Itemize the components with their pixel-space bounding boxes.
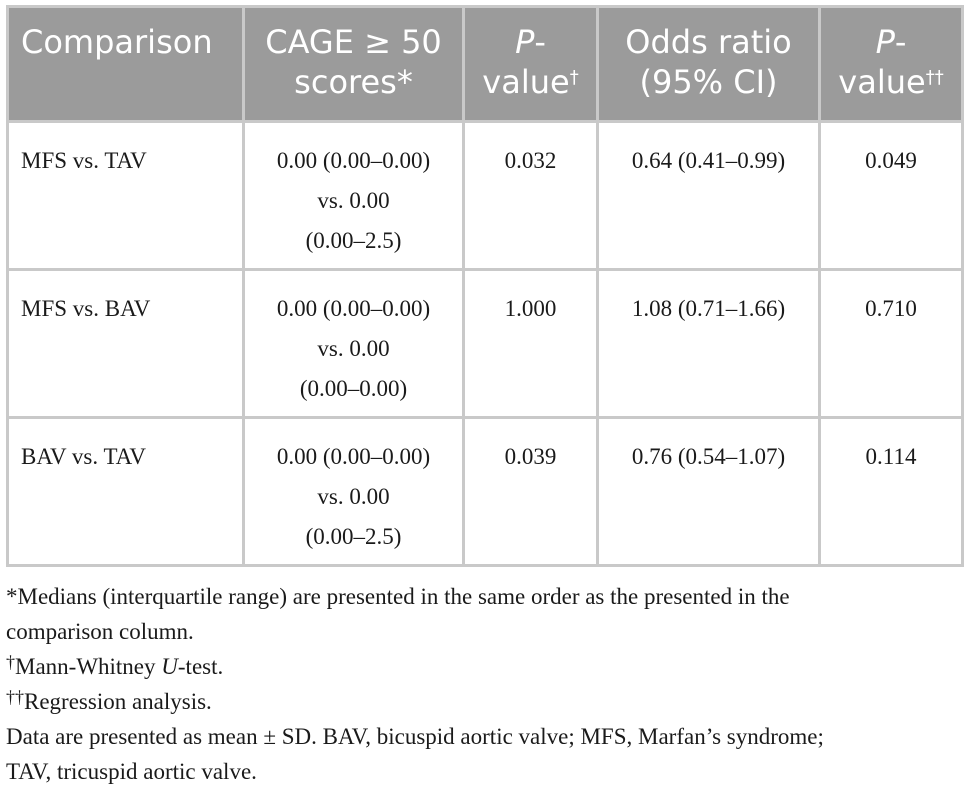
footnote-regression: ††Regression analysis. [6, 687, 212, 714]
table-row [8, 418, 963, 566]
header-cage-scores: CAGE ≥ 50 scores* [244, 7, 464, 122]
header-p-value-regression: P- value†† [820, 7, 963, 122]
cell-p-value-regression: 0.049 [820, 122, 963, 270]
footnote-medians: *Medians (interquartile range) are presented in the same order as the presented in the comparison column. [6, 584, 790, 644]
cell-odds-ratio: 0.76 (0.54–1.07) [598, 418, 820, 566]
cell-p-value-regression: 0.114 [820, 418, 963, 566]
header-odds-ratio: Odds ratio (95% CI) [598, 7, 820, 122]
cell-comparison: BAV vs. TAV [8, 418, 244, 566]
cell-p-value-regression: 0.710 [820, 270, 963, 418]
cell-cage-scores: 0.00 (0.00–0.00) vs. 0.00 (0.00–2.5) [244, 418, 464, 566]
cell-odds-ratio: 0.64 (0.41–0.99) [598, 122, 820, 270]
cell-p-value-mann-whitney: 0.039 [464, 418, 598, 566]
cell-p-value-mann-whitney: 1.000 [464, 270, 598, 418]
header-p-value-mann-whitney: P- value† [464, 7, 598, 122]
cell-cage-scores: 0.00 (0.00–0.00) vs. 0.00 (0.00–0.00) [244, 270, 464, 418]
cell-comparison: MFS vs. BAV [8, 270, 244, 418]
table-footnotes [6, 579, 961, 789]
table-container [6, 5, 961, 789]
cell-odds-ratio: 1.08 (0.71–1.66) [598, 270, 820, 418]
footnote-mann-whitney: †Mann-Whitney U-test. [6, 652, 224, 679]
header-row [8, 7, 963, 122]
table-row [8, 270, 963, 418]
table-body [8, 122, 963, 566]
footnote-abbreviations: Data are presented as mean ± SD. BAV, bicuspid aortic valve; MFS, Marfan’s syndrome; TAV, tricuspid aortic valve. [6, 724, 824, 784]
table-row [8, 122, 963, 270]
comparison-table [6, 5, 964, 567]
cell-comparison: MFS vs. TAV [8, 122, 244, 270]
cell-p-value-mann-whitney: 0.032 [464, 122, 598, 270]
cell-cage-scores: 0.00 (0.00–0.00) vs. 0.00 (0.00–2.5) [244, 122, 464, 270]
table-header [8, 7, 963, 122]
header-comparison: Comparison [8, 7, 244, 122]
